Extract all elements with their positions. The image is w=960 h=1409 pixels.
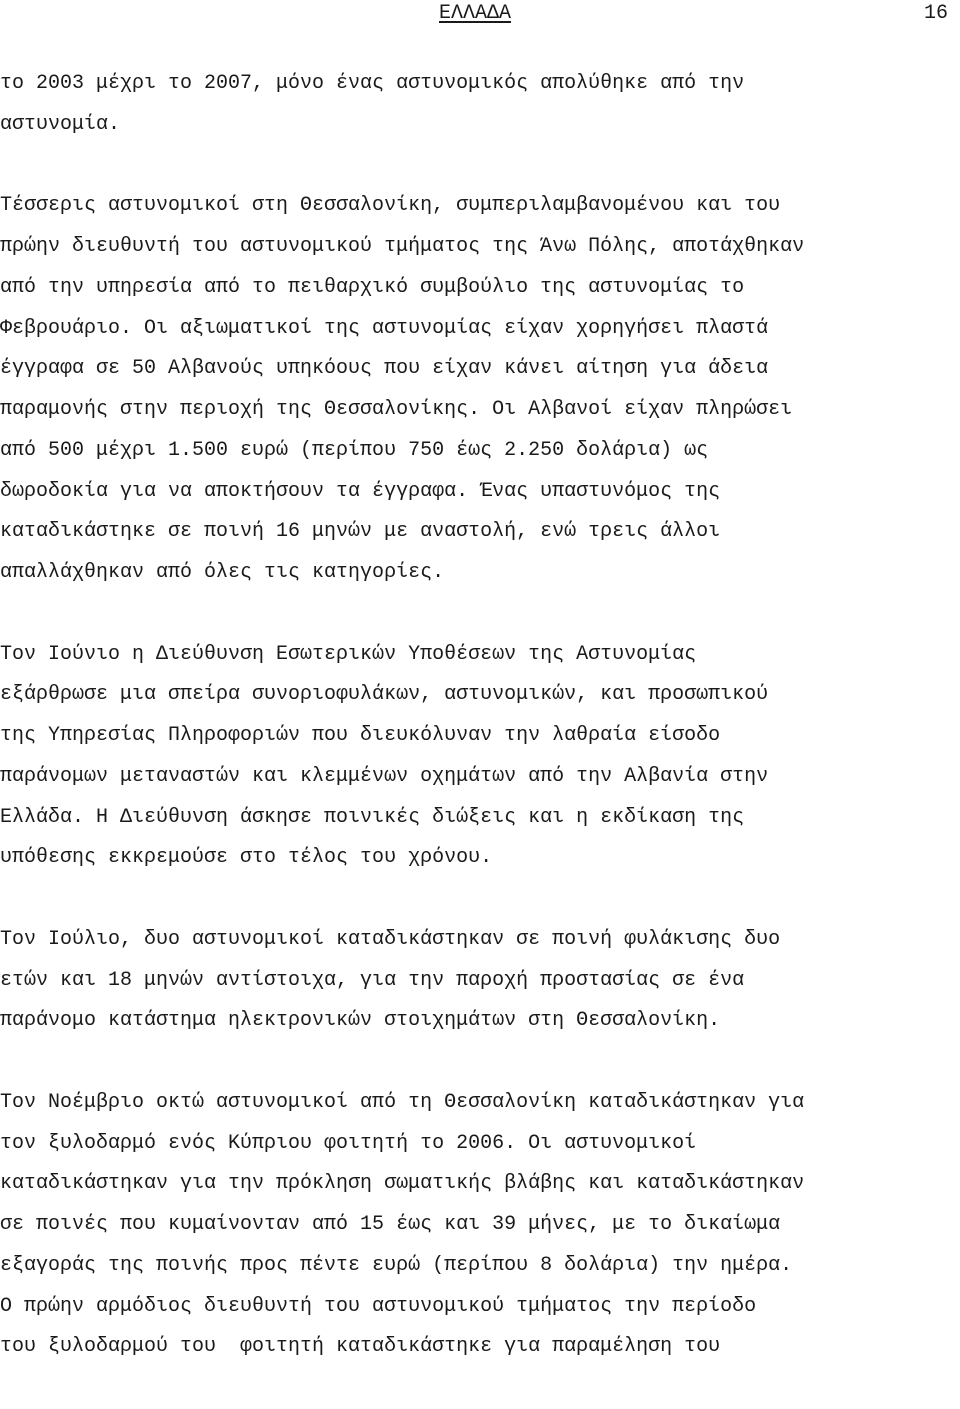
text-line: εξαγοράς της ποινής προς πέντε ευρώ (περίπου 8 δολάρια) την ημέρα. <box>0 1253 793 1277</box>
text-line: καταδικάστηκαν για την πρόκληση σωματικής βλάβης και καταδικάστηκαν <box>0 1172 805 1196</box>
text-line: της Υπηρεσίας Πληροφοριών που διευκόλυναν την λαθραία είσοδο <box>0 724 721 747</box>
text-line: απαλλάχθηκαν από όλες τις κατηγορίες. <box>0 561 445 584</box>
text-line: δωροδοκία για να αποκτήσουν τα έγγραφα. Ένας υπαστυνόμος της <box>0 479 721 503</box>
text-line: πρώην διευθυντή του αστυνομικού τμήματος της Άνω Πόλης, αποτάχθηκαν <box>0 235 805 258</box>
text-line: καταδικάστηκε σε ποινή 16 μηνών με αναστολή, ενώ τρεις άλλοι <box>0 520 721 544</box>
header-title: ΕΛΛΑΔΑ <box>439 2 512 25</box>
paragraph <box>0 1083 960 1368</box>
text-line: παραμονής στην περιοχή της Θεσσαλονίκης. Οι Αλβανοί είχαν πληρώσει <box>0 398 793 421</box>
paragraph <box>0 920 960 1042</box>
text-line: από 500 μέχρι 1.500 ευρώ (περίπου 750 έως 2.250 δολάρια) ως <box>0 438 709 462</box>
paragraph <box>0 635 960 880</box>
text-line: Τον Νοέμβριο οκτώ αστυνομικοί από τη Θεσσαλονίκη καταδικάστηκαν για <box>0 1090 805 1114</box>
text-line: υπόθεσης εκκρεμούσε στο τέλος του χρόνου. <box>0 846 493 870</box>
text-line: σε ποινές που κυμαίνονταν από 15 έως και 39 μήνες, με το δικαίωμα <box>0 1213 781 1236</box>
text-line: παράνομων μεταναστών και κλεμμένων οχημάτων από την Αλβανία στην <box>0 764 769 788</box>
paragraph <box>0 186 960 594</box>
text-line: Τέσσερις αστυνομικοί στη Θεσσαλονίκη, συμπεριλαμβανομένου και του <box>0 194 781 218</box>
document-body <box>0 64 960 1409</box>
page-number: 16 <box>923 2 948 25</box>
text-line: παράνομο κατάστημα ηλεκτρονικών στοιχημάτων στη Θεσσαλονίκη. <box>0 1009 721 1033</box>
text-line: το 2003 μέχρι το 2007, μόνο ένας αστυνομικός απολύθηκε από την <box>0 72 745 95</box>
text-line: από την υπηρεσία από το πειθαρχικό συμβούλιο της αστυνομίας το <box>0 275 745 299</box>
text-line: αστυνομία. <box>0 112 121 136</box>
text-line: ετών και 18 μηνών αντίστοιχα, για την παροχή προστασίας σε ένα <box>0 968 745 992</box>
paragraph <box>0 64 960 146</box>
text-line: Τον Ιούλιο, δυο αστυνομικοί καταδικάστηκαν σε ποινή φυλάκισης δυο <box>0 927 781 951</box>
text-line: Ελλάδα. Η Διεύθυνση άσκησε ποινικές διώξεις και η εκδίκαση της <box>0 805 745 829</box>
text-line: εξάρθρωσε μια σπείρα συνοριοφυλάκων, αστυνομικών, και προσωπικού <box>0 683 769 707</box>
page-header <box>0 0 960 30</box>
text-line: Τον Ιούνιο η Διεύθυνση Εσωτερικών Υποθέσεων της Αστυνομίας <box>0 642 697 666</box>
text-line: έγγραφα σε 50 Αλβανούς υπηκόους που είχαν κάνει αίτηση για άδεια <box>0 357 769 381</box>
text-line: Φεβρουάριο. Οι αξιωματικοί της αστυνομίας είχαν χορηγήσει πλαστά <box>0 316 769 340</box>
text-line: τον ξυλοδαρμό ενός Κύπριου φοιτητή το 2006. Οι αστυνομικοί <box>0 1131 697 1155</box>
text-line: Ο πρώην αρμόδιος διευθυντή του αστυνομικού τμήματος την περίοδο <box>0 1294 757 1318</box>
text-line: του ξυλοδαρμού του φοιτητή καταδικάστηκε για παραμέληση του <box>0 1335 721 1359</box>
